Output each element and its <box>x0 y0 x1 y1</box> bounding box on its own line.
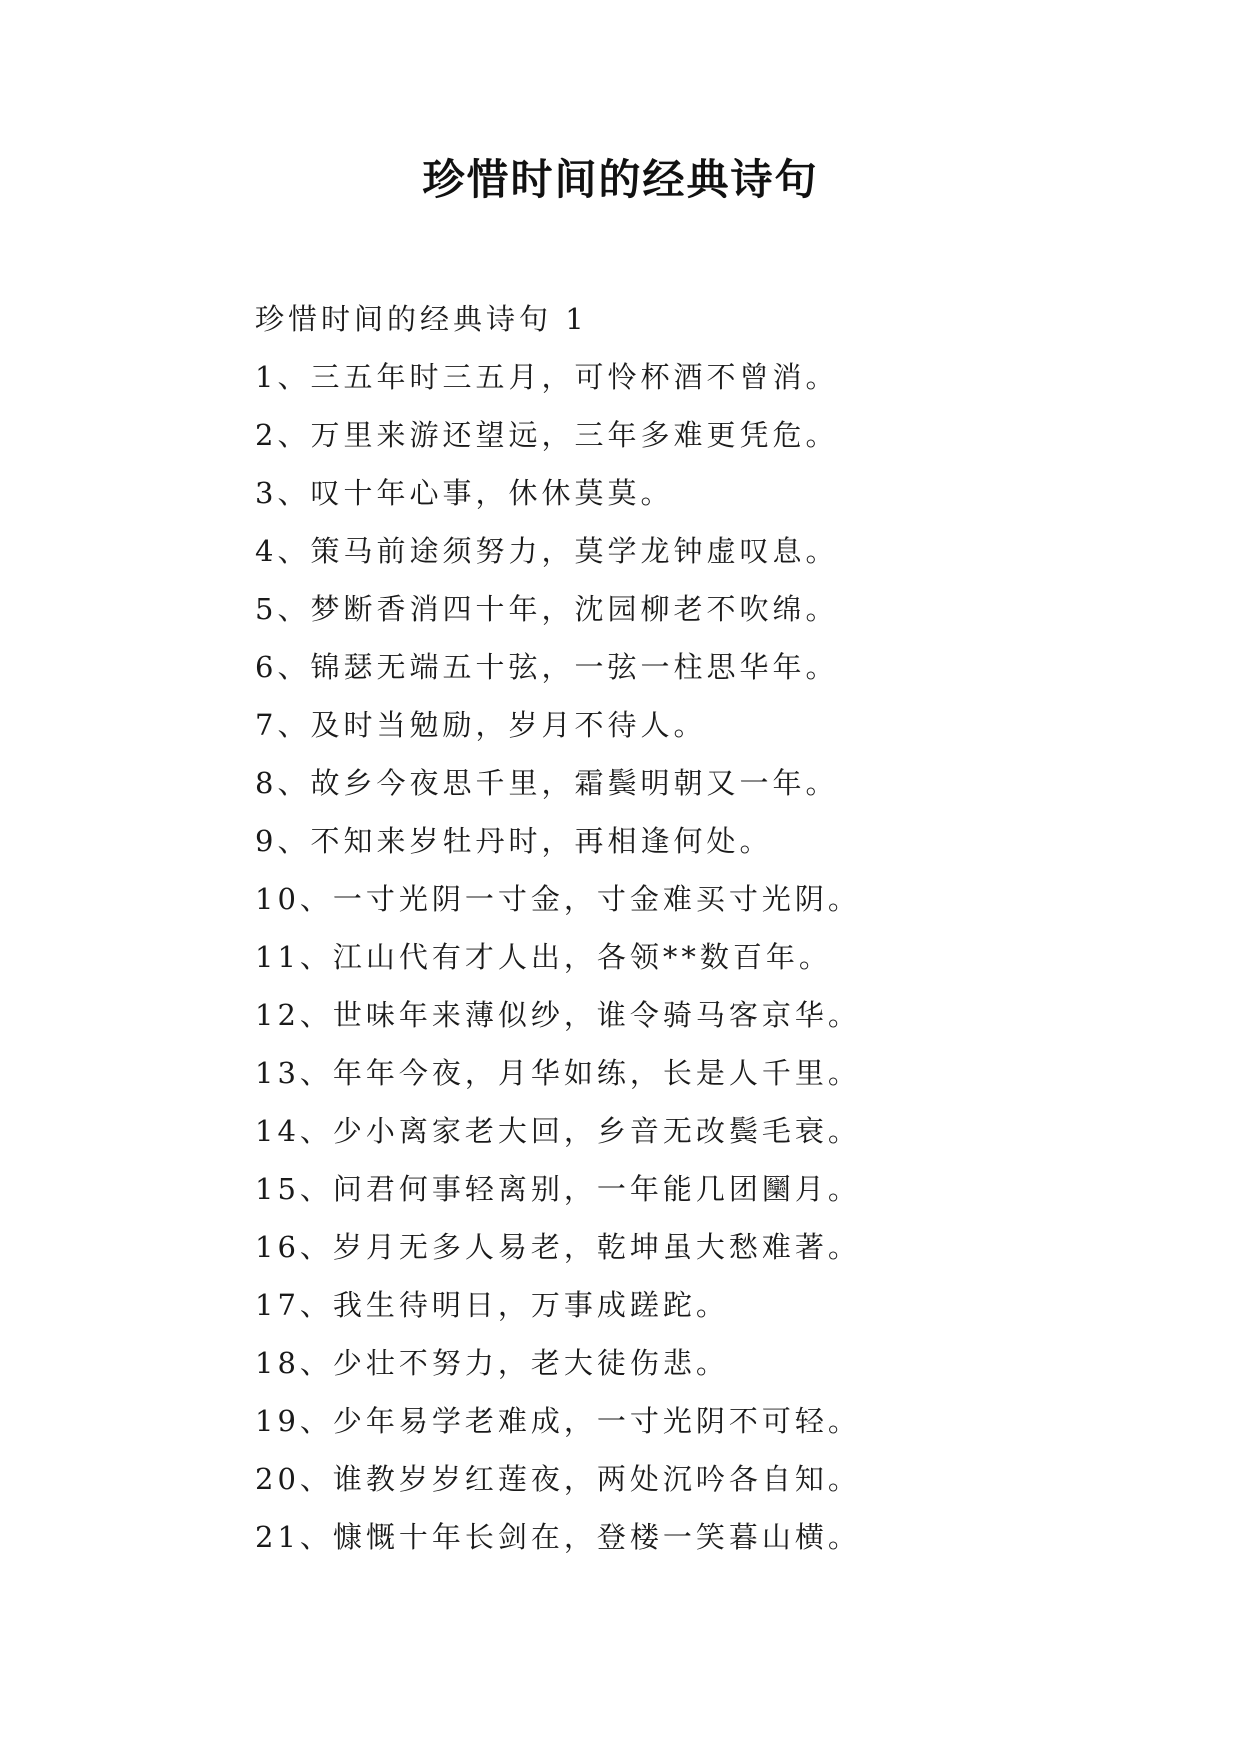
poem-line-3: 3、叹十年心事，休休莫莫。 <box>255 476 674 510</box>
poem-line-19: 19、少年易学老难成，一寸光阴不可轻。 <box>255 1404 861 1438</box>
poem-line-7: 7、及时当勉励，岁月不待人。 <box>255 708 707 742</box>
poem-line-20: 20、谁教岁岁红莲夜，两处沉吟各自知。 <box>255 1462 861 1496</box>
poem-line-18: 18、少壮不努力，老大徒伤悲。 <box>255 1346 729 1380</box>
document-body <box>255 290 1155 1566</box>
poem-line-14: 14、少小离家老大回，乡音无改鬓毛衰。 <box>255 1114 861 1148</box>
poem-line-13: 13、年年今夜，月华如练，长是人千里。 <box>255 1056 861 1090</box>
poem-line-15: 15、问君何事轻离别，一年能几团圞月。 <box>255 1172 861 1206</box>
poem-line-6: 6、锦瑟无端五十弦，一弦一柱思华年。 <box>255 650 839 684</box>
poem-line-9: 9、不知来岁牡丹时，再相逢何处。 <box>255 824 773 858</box>
document-title: 珍惜时间的经典诗句 <box>422 155 819 204</box>
poem-line-4: 4、策马前途须努力，莫学龙钟虚叹息。 <box>255 534 839 568</box>
section-heading: 珍惜时间的经典诗句 1 <box>255 302 588 336</box>
poem-line-12: 12、世味年来薄似纱，谁令骑马客京华。 <box>255 998 861 1032</box>
poem-line-1: 1、三五年时三五月，可怜杯酒不曾消。 <box>255 360 839 394</box>
poem-line-16: 16、岁月无多人易老，乾坤虽大愁难著。 <box>255 1230 861 1264</box>
poem-line-2: 2、万里来游还望远，三年多难更凭危。 <box>255 418 839 452</box>
poem-line-5: 5、梦断香消四十年，沈园柳老不吹绵。 <box>255 592 839 626</box>
poem-line-8: 8、故乡今夜思千里，霜鬓明朝又一年。 <box>255 766 839 800</box>
poem-line-11: 11、江山代有才人出，各领**数百年。 <box>255 940 832 974</box>
poem-line-10: 10、一寸光阴一寸金，寸金难买寸光阴。 <box>255 882 861 916</box>
poem-line-21: 21、慷慨十年长剑在，登楼一笑暮山横。 <box>255 1520 861 1554</box>
poem-line-17: 17、我生待明日，万事成蹉跎。 <box>255 1288 729 1322</box>
